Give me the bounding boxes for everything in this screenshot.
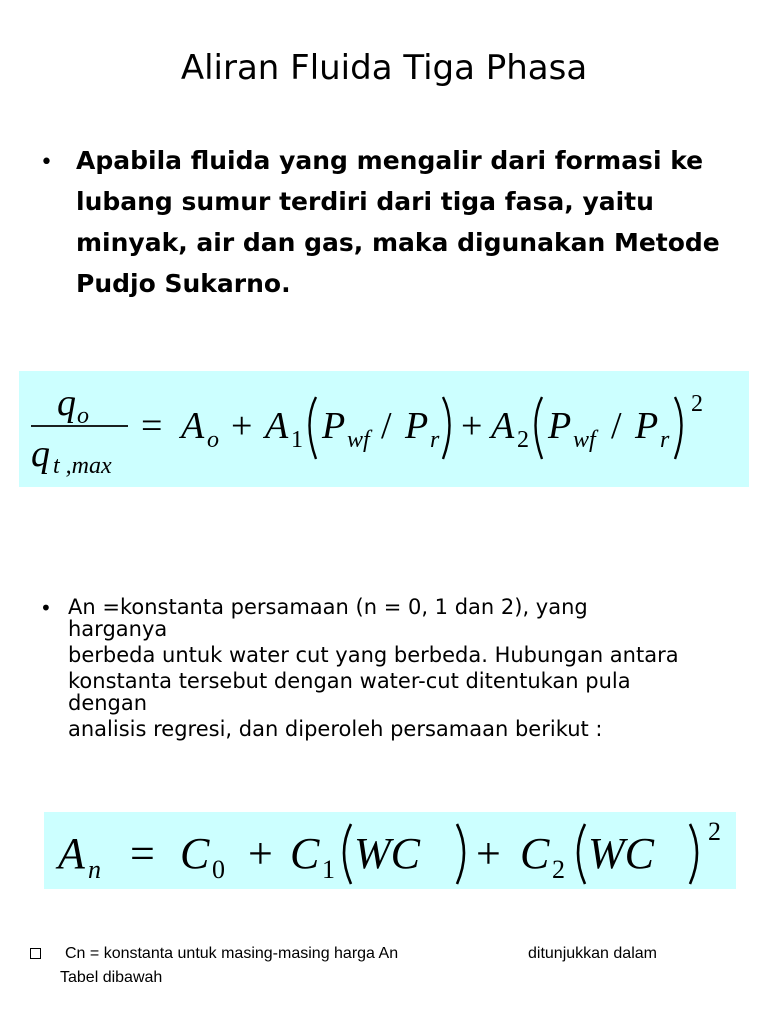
constants-line-6: analisis regresi, dan diperoleh persamaan berikut : xyxy=(68,717,603,741)
eq1-A0: A xyxy=(181,405,205,447)
eq2-WC-1: WC xyxy=(354,829,420,878)
eq1-Pwf-sub-2: wf xyxy=(573,427,596,453)
eq1-A0-sub: o xyxy=(207,427,219,453)
slide-title: Aliran Fluida Tiga Phasa xyxy=(180,48,588,88)
constants-line-3: berbeda untuk water cut yang berbeda. Hubungan antara xyxy=(68,643,679,667)
footnote-line-1-tail: ditunjukkan dalam xyxy=(528,945,657,962)
eq1-Pwf-sub: wf xyxy=(347,427,370,453)
eq2-C1-sub: 1 xyxy=(322,855,335,884)
eq1-q-numerator: q xyxy=(57,382,76,424)
eq1-A2-sub: 2 xyxy=(517,427,529,453)
eq1-Pwf-2: P xyxy=(548,405,572,447)
eq2-paren-close-2 xyxy=(690,824,697,884)
eq2-plus-2: + xyxy=(476,829,501,878)
eq2-paren-close-1 xyxy=(457,824,464,884)
equation-an-regression xyxy=(44,812,736,889)
eq1-A1-sub: 1 xyxy=(291,427,303,453)
eq1-Pr-2: P xyxy=(635,405,659,447)
eq1-q-denominator: q xyxy=(31,433,50,475)
eq1-exponent-2: 2 xyxy=(691,391,703,417)
equation-an-graphic xyxy=(44,812,736,889)
eq1-paren-close-1 xyxy=(443,397,450,459)
equation-flow-rate-graphic xyxy=(19,371,749,487)
constants-line-1: An =konstanta persamaan (n = 0, 1 dan 2), yang xyxy=(68,595,588,619)
eq2-paren-open-2 xyxy=(578,824,585,884)
constants-line-5: dengan xyxy=(68,691,148,715)
bullet-intro xyxy=(40,140,740,304)
eq2-C2-sub: 2 xyxy=(552,855,565,884)
eq1-plus-1: + xyxy=(231,405,253,447)
eq1-sub-tmax: t ,max xyxy=(53,453,112,479)
eq1-A1: A xyxy=(265,405,289,447)
eq1-slash-2: / xyxy=(611,405,622,447)
bullet-constants xyxy=(40,596,740,740)
bullet-marker: • xyxy=(40,150,53,175)
eq1-paren-open-2 xyxy=(536,397,543,459)
eq1-paren-close-2 xyxy=(675,397,682,459)
eq1-A2: A xyxy=(491,405,515,447)
equation-flow-rate xyxy=(19,371,749,487)
eq1-plus-2: + xyxy=(461,405,483,447)
eq2-equals: = xyxy=(130,829,155,878)
eq1-paren-open-1 xyxy=(310,397,317,459)
eq2-A-sub: n xyxy=(88,855,101,884)
eq1-equals: = xyxy=(141,405,163,447)
eq2-paren-open-1 xyxy=(344,824,351,884)
checkbox-square-icon xyxy=(30,948,41,959)
eq2-A: A xyxy=(58,829,85,878)
bullet-intro-text: Apabila fluida yang mengalir dari formasi ke lubang sumur terdiri dari tiga fasa, yaitu minyak, air dan gas, maka digunakan Metode Pudjo Sukarno. xyxy=(76,146,720,298)
eq2-C0-sub: 0 xyxy=(212,855,225,884)
constants-line-2: harganya xyxy=(68,617,168,641)
eq1-Pwf: P xyxy=(322,405,346,447)
eq2-exponent-2: 2 xyxy=(708,817,721,846)
constants-line-4: konstanta tersebut dengan water-cut ditentukan pula xyxy=(68,669,631,693)
eq2-C1: C xyxy=(290,829,320,878)
eq1-Pr-sub-2: r xyxy=(660,427,670,453)
eq2-WC-2: WC xyxy=(588,829,654,878)
footnote-line-1: Cn = konstanta untuk masing-masing harga An xyxy=(65,945,399,962)
bullet-constants-text xyxy=(68,596,740,740)
bullet-marker-2: • xyxy=(40,596,52,620)
eq2-C2: C xyxy=(520,829,550,878)
eq2-C0: C xyxy=(180,829,210,878)
footnote-line-2: Tabel dibawah xyxy=(60,969,163,986)
eq1-slash-1: / xyxy=(381,405,392,447)
eq1-sub-o: o xyxy=(77,403,89,429)
eq1-Pr: P xyxy=(405,405,429,447)
eq2-plus-1: + xyxy=(248,829,273,878)
eq1-Pr-sub: r xyxy=(430,427,440,453)
